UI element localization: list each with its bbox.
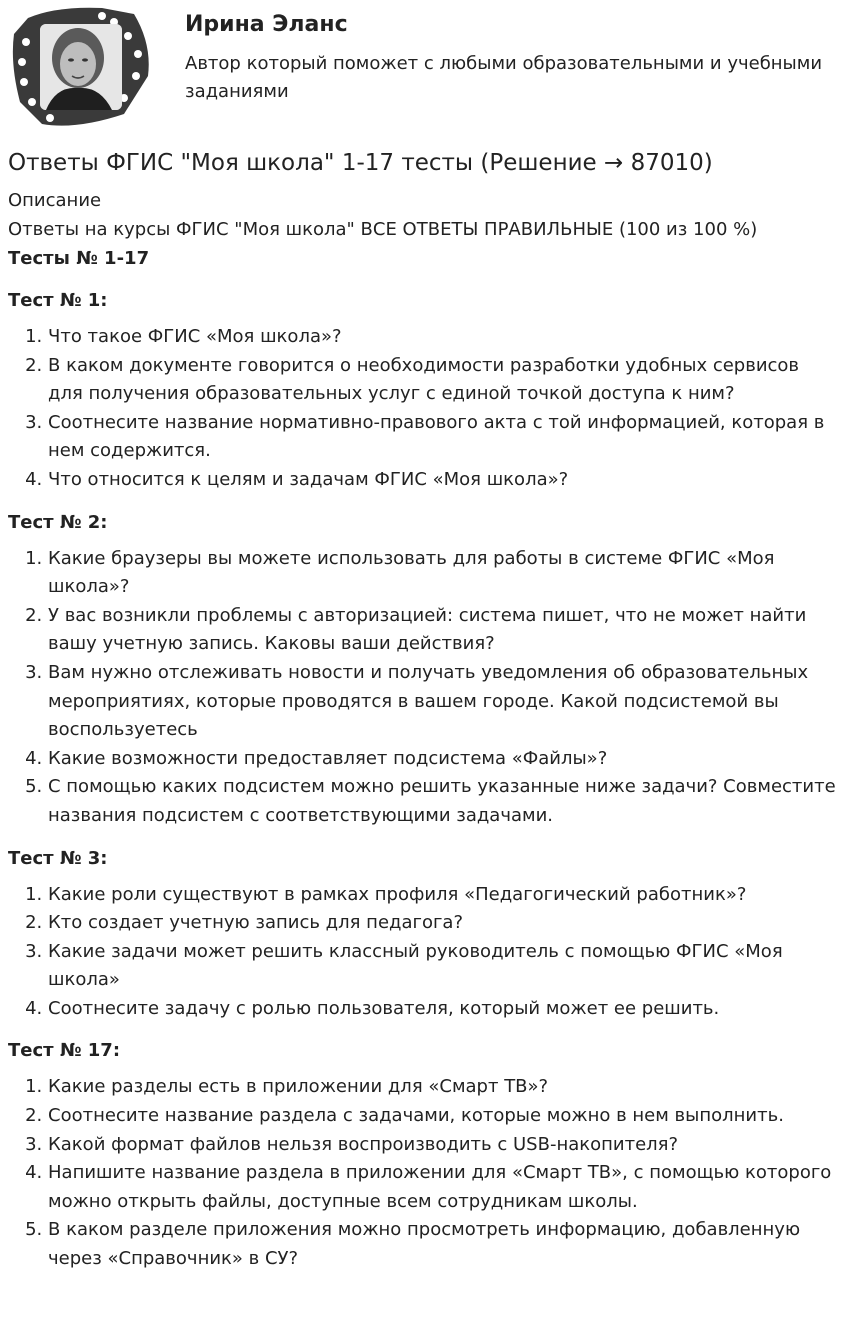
question-list: [8, 881, 839, 1024]
question-item: 3. Соотнесите название нормативно-правового акта с той информацией, которая в нем содержится.: [48, 409, 839, 466]
question-item: 3. Какие задачи может решить классный руководитель с помощью ФГИС «Моя школа»: [48, 938, 839, 995]
document-title: Ответы ФГИС "Моя школа" 1-17 тесты (Решение → 87010): [8, 150, 713, 176]
question-item: 5. В каком разделе приложения можно просмотреть информацию, добавленную через «Справочник» в СУ?: [48, 1216, 839, 1273]
test-section: [8, 287, 839, 495]
test-heading: Тест № 1:: [8, 290, 108, 311]
film-frame-avatar-icon: [6, 6, 152, 128]
test-section: [8, 845, 839, 1024]
question-item: 1. Какие браузеры вы можете использовать для работы в системе ФГИС «Моя школа»?: [48, 545, 839, 602]
author-bio: Автор который поможет с любыми образовательными и учебными заданиями: [185, 53, 823, 102]
author-header: [0, 0, 847, 140]
question-item: 4. Напишите название раздела в приложении для «Смарт ТВ», с помощью которого можно открыть файлы, доступные всем сотрудникам школы.: [48, 1159, 839, 1216]
question-item: 2. У вас возникли проблемы с авторизацией: система пишет, что не может найти вашу учетную запись. Каковы ваши действия?: [48, 602, 839, 659]
question-list: [8, 545, 839, 831]
test-heading: Тест № 2:: [8, 511, 108, 533]
test-heading: Тест № 17:: [8, 1040, 121, 1062]
tests-range: Тесты № 1-17: [8, 248, 150, 269]
test-section: [8, 1037, 839, 1273]
question-item: 4. Что относится к целям и задачам ФГИС «Моя школа»?: [48, 466, 839, 495]
document-content: [0, 146, 847, 1274]
test-section: [8, 509, 839, 831]
question-item: 3. Какой формат файлов нельзя воспроизводить с USB-накопителя?: [48, 1131, 839, 1160]
question-item: 4. Какие возможности предоставляет подсистема «Файлы»?: [48, 745, 839, 774]
author-avatar: [6, 6, 152, 128]
question-list: [8, 323, 839, 495]
question-item: 4. Соотнесите задачу с ролью пользователя, который может ее решить.: [48, 995, 839, 1024]
question-list: [8, 1073, 839, 1273]
question-item: 3. Вам нужно отслеживать новости и получать уведомления об образовательных мероприятиях, которые проводятся в вашем городе. Какой подсистемой вы воспользуетесь: [48, 659, 839, 745]
author-name: Ирина Эланс: [185, 12, 348, 37]
test-heading: Тест № 3:: [8, 847, 108, 869]
question-item: 2. В каком документе говорится о необходимости разработки удобных сервисов для получения образовательных услуг с единой точкой доступа к ним?: [48, 352, 839, 409]
question-item: 1. Что такое ФГИС «Моя школа»?: [48, 323, 839, 352]
question-item: 2. Соотнесите название раздела с задачами, которые можно в нем выполнить.: [48, 1102, 839, 1131]
description-label: Описание: [8, 190, 102, 211]
description-text: Ответы на курсы ФГИС "Моя школа" ВСЕ ОТВЕТЫ ПРАВИЛЬНЫЕ (100 из 100 %): [8, 219, 758, 240]
question-item: 1. Какие разделы есть в приложении для «Смарт ТВ»?: [48, 1073, 839, 1102]
question-item: 2. Кто создает учетную запись для педагога?: [48, 909, 839, 938]
question-item: 1. Какие роли существуют в рамках профиля «Педагогический работник»?: [48, 881, 839, 910]
question-item: 5. С помощью каких подсистем можно решить указанные ниже задачи? Совместите названия подсистем с соответствующими задачами.: [48, 773, 839, 830]
